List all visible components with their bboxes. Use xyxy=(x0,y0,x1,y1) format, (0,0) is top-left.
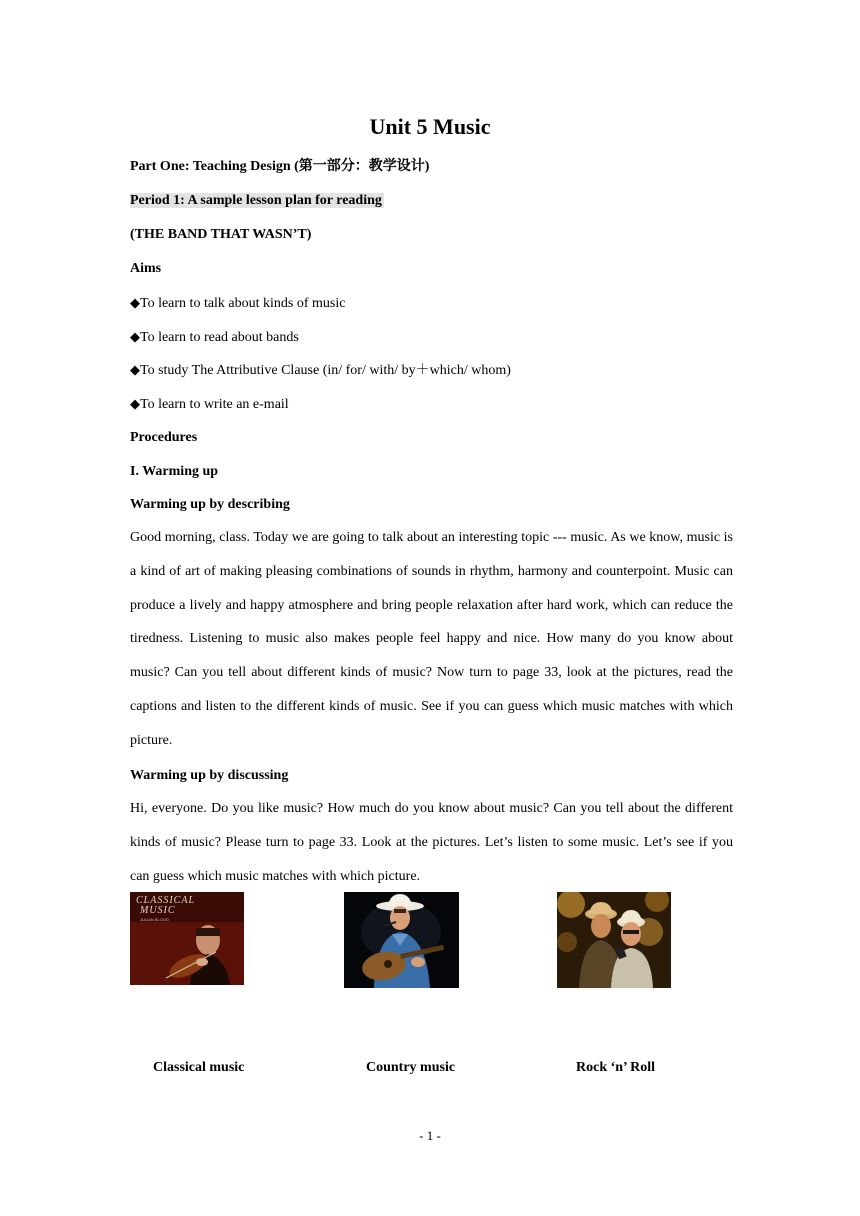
image-caption-rock: Rock ‘n’ Roll xyxy=(576,1060,656,1075)
paragraph: Hi, everyone. Do you like music? How much do you know about music? Can you tell about the different kinds of music? Please turn to page 33. Look at the pictures. Let’s listen to some music. Let’s see if you can guess which music matches with which picture. xyxy=(130,801,733,884)
aim-text: To learn to write an e-mail xyxy=(140,397,289,412)
page-number: - 1 - xyxy=(419,1128,441,1143)
classical-music-image-svg xyxy=(130,892,244,985)
period-heading xyxy=(130,191,384,211)
rock-n-roll-image-svg xyxy=(557,892,671,988)
image-caption-country: Country music xyxy=(366,1060,456,1075)
rock-n-roll-image xyxy=(557,892,671,988)
diamond-bullet-icon: ◆ xyxy=(130,329,140,344)
subsection-heading: Warming up by describing xyxy=(130,497,290,512)
aim-text: To study The Attributive Clause (in/ for/ with/ by＋which/ whom) xyxy=(140,363,511,378)
diamond-bullet-icon: ◆ xyxy=(130,362,140,377)
subsection-heading: Warming up by discussing xyxy=(130,768,289,783)
cover-title-text-2: MUSIC xyxy=(140,905,176,916)
section-heading: I. Warming up xyxy=(130,464,219,479)
aim-item xyxy=(130,293,345,314)
part-heading: Part One: Teaching Design (第一部分：教学设计) xyxy=(130,159,430,174)
aim-text: To learn to talk about kinds of music xyxy=(140,296,346,311)
procedures-heading: Procedures xyxy=(130,430,198,445)
image-caption-classical: Classical music xyxy=(153,1060,245,1075)
aims-heading: Aims xyxy=(130,261,162,276)
page-title: Unit 5 Music xyxy=(369,114,491,139)
cover-title-text: CLASSICAL xyxy=(136,895,196,906)
period-heading-text: Period 1: A sample lesson plan for reading xyxy=(130,193,382,208)
diamond-bullet-icon: ◆ xyxy=(130,295,140,310)
cover-sub-text: JULIAN BLOOD xyxy=(140,917,169,922)
aim-text: To learn to read about bands xyxy=(140,330,299,345)
diamond-bullet-icon: ◆ xyxy=(130,396,140,411)
aim-item xyxy=(130,327,299,348)
country-music-image-svg xyxy=(344,892,459,988)
paragraph: Good morning, class. Today we are going to talk about an interesting topic --- music. As we know, music is a kind of art of making pleasing combinations of sounds in rhythm, harmony and counterpoint. Music can produce a lively and happy atmosphere and bring people relaxation after hard work, which can reduce the tiredness. Listening to music also makes people feel happy and nice. How many do you know about music? Can you tell about different kinds of music? Now turn to page 33, look at the pictures, read the captions and listen to the different kinds of music. See if you can guess which music matches with which picture. xyxy=(130,530,733,748)
country-music-image xyxy=(344,892,459,988)
aim-item xyxy=(130,394,289,415)
aim-item xyxy=(130,360,511,381)
classical-music-image xyxy=(130,892,244,985)
reading-title: (THE BAND THAT WASN’T) xyxy=(130,227,312,242)
